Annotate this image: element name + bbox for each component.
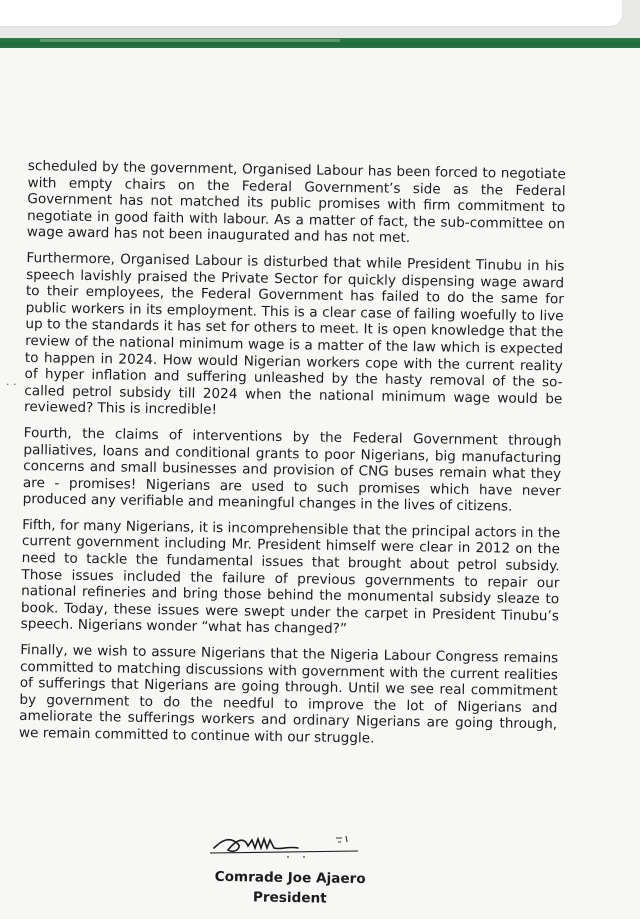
top-card [0,0,622,26]
signatory-title: President [252,889,327,907]
letterhead-green-band [0,38,640,48]
paragraph-4: Fifth, for many Nigerians, it is incomprehensible that the principal actors in the current government including Mr. President himself were clear in 2012 on the need to tackle the fundamental issues that brought about petrol subsidy. Those issues included the failure of previous governments to repair our national refineries and bring those behind the monumental subsidy sleaze to book. Today, these issues were swept under the carpet in President Tinubu’s speech. Nigerians wonder “what has changed?” [20,516,561,638]
margin-mark: · · [6,378,17,391]
paragraph-3: Fourth, the claims of interventions by the Federal Government through palliatives, loans and conditional grants to poor Nigerians, big manufacturing concerns and small businesses and provision of CNG buses remain what they are - promises! Nigerians are used to such promises which have never produced any verifiable and meaningful changes in the lives of citizens. [22,424,562,515]
letter-body [19,158,566,759]
paragraph-5: Finally, we wish to assure Nigerians that the Nigeria Labour Congress remains committed to matching discussions with government with the current realities of sufferings that Nigerians are going through. Until we see real commitment by government to do the needful to improve the lot of Nigerians and ameliorate the sufferings workers and ordinary Nigerians are going through, we remain committed to continue with our struggle. [18,641,559,747]
handwritten-signature [208,826,368,860]
signatory-block [210,867,371,910]
paragraph-1: scheduled by the government, Organised Labour has been forced to negotiate with empty chairs on the Federal Government’s side as the Federal Government has not matched its public promises with firm commitment to negotiate in good faith with labour. As a matter of fact, the sub-committee on wage award has not been inaugurated and has not met. [26,158,566,247]
signatory-name: Comrade Joe Ajaero [214,868,366,888]
paragraph-2: Furthermore, Organised Labour is disturbed that while President Tinubu in his speech lavishly praised the Private Sector for quickly dispensing wage award to their employees, the Federal Government has failed to do the same for public workers in its employment. This is a clear case of failing woefully to live up to the standards it has set for others to meet. It is open knowledge that the review of the national minimum wage is a matter of the law which is expected to happen in 2024. How would Nigerian workers cope with the current reality of hyper inflation and suffering unleashed by the hasty removal of the so-called petrol subsidy till 2024 when the national minimum wage would be reviewed? This is incredible! [23,249,565,419]
